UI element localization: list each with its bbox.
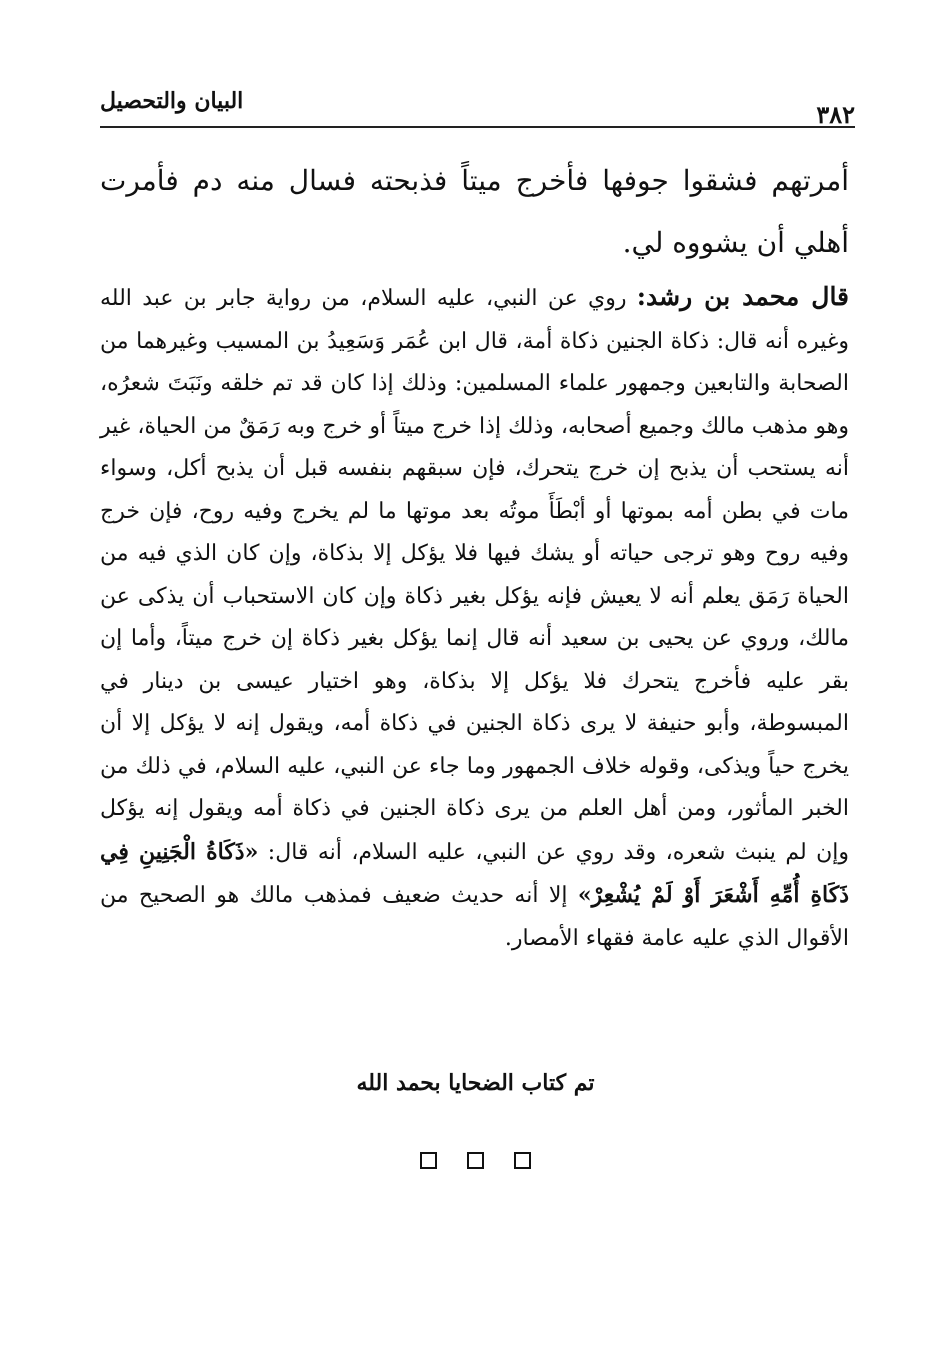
hadith-quote: «ذَكَاةُ الْجَنِينِ فِي ذَكَاةِ أُمِّهِ أَشْعَرَ أَوْ لَمْ يُشْعِرْ» [100, 838, 849, 908]
body-text [100, 150, 850, 960]
commentary-end: إلا أنه حديث ضعيف فمذهب مالك هو الصحيح من الأقوال الذي عليه عامة فقهاء الأمصار. [100, 883, 849, 951]
section-end-ornament [0, 1152, 951, 1169]
page-header [100, 86, 855, 128]
square-icon [467, 1152, 484, 1169]
paragraph: أمرتهم فشقوا جوفها فأخرج ميتاً فذبحته فسال منه دم فأمرت أهلي أن يشووه لي. [100, 164, 849, 259]
commentary-text: روي عن النبي، عليه السلام، من رواية جابر بن عبد الله وغيره أنه قال: ذكاة الجنين ذكاة أمة، قال ابن عُمَر وَسَعِيدُ بن المسيب وغيرهما من الصحابة والتابعين وجمهور علماء المسلمين: وذلك إذا كان قد تم خلقه ونَبَتَ شعرُه، وهو مذهب مالك وجميع أصحابه، وذلك إذا خرج ميتاً أو خرج وبه رَمَقٌ من الحياة، غير أنه يستحب أن يذبح إن خرج يتحرك، فإن سبقهم بنفسه قبل أن يذبح أكل، وسواء مات في بطن أمه بموتها أو أبْطَأَ موتُه بعد موتها ما لم يخرج وفيه روح، فإن خرج وفيه روح وهو ترجى حياته أو يشك فيها فلا يؤكل إلا بذكاة، وإن كان الذي فيه من الحياة رَمَق يعلم أنه لا يعيش فإنه يؤكل بغير ذكاة وإن كان الاستحباب أن يذكى عن مالك، وروي عن يحيى بن سعيد أنه قال إنما يؤكل بغير ذكاة إن خرج ميتاً، وأما إن بقر عليه فأخرج يتحرك فلا يؤكل إلا بذكاة، وهو اختيار عيسى بن دينار في المبسوطة، وأبو حنيفة لا يرى ذكاة الجنين في ذكاة أمه، ويقول إنه لا يؤكل إلا أن يخرج حياً ويذكى، وقوله خلاف الجمهور وما جاء عن النبي، عليه السلام، في ذلك من الخبر المأثور، ومن أهل العلم من يرى ذكاة الجنين في ذكاة أمه ويقول إنه يؤكل وإن لم ينبث شعره، وقد روي عن النبي، عليه السلام، أنه قال: [100, 286, 849, 865]
square-icon [420, 1152, 437, 1169]
page-number: ٣٨٢ [816, 100, 855, 129]
square-icon [514, 1152, 531, 1169]
paragraph [100, 276, 849, 960]
commentary-lead: قال محمد بن رشد: [636, 282, 850, 311]
running-title: البيان والتحصيل [100, 88, 244, 114]
chapter-closing: تم كتاب الضحايا بحمد الله [356, 1070, 595, 1096]
